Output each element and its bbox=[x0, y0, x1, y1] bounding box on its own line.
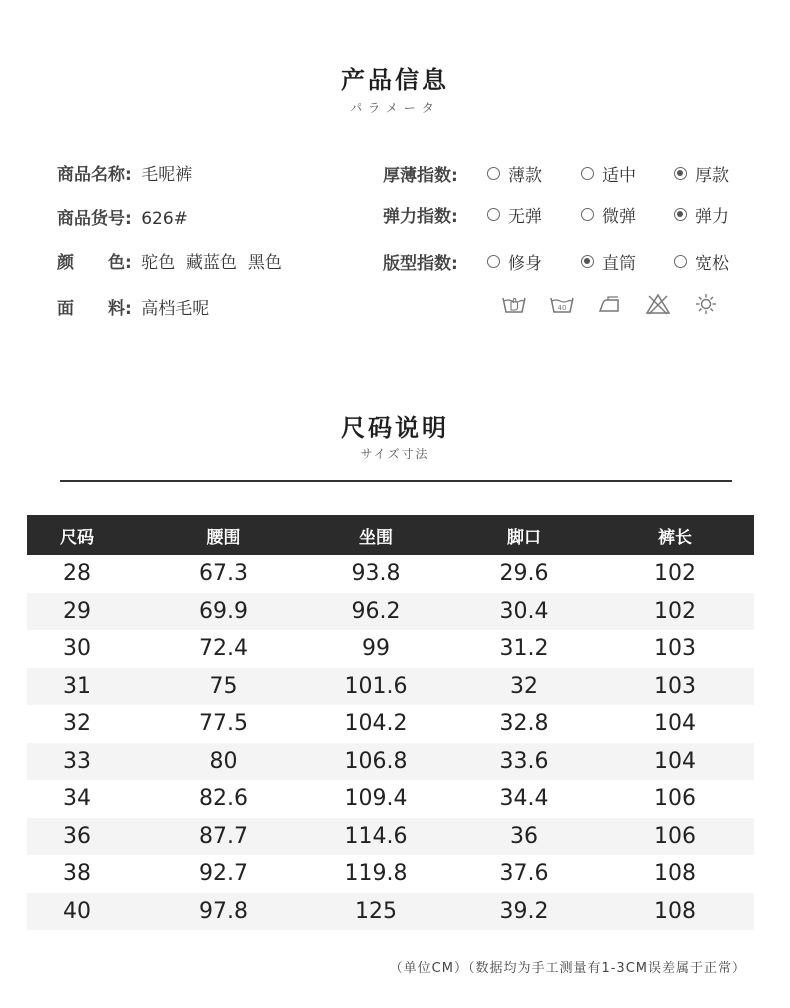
elasticity-option-stretch: 弹力 bbox=[674, 202, 729, 227]
table-cell: 125 bbox=[300, 893, 452, 931]
svg-text:40: 40 bbox=[557, 304, 567, 312]
size-table bbox=[27, 515, 754, 930]
iron-icon bbox=[596, 292, 624, 316]
table-cell: 103 bbox=[596, 668, 754, 706]
table-row bbox=[27, 705, 754, 743]
table-cell: 31.2 bbox=[499, 636, 549, 662]
radio-icon bbox=[674, 167, 687, 180]
table-cell: 106 bbox=[654, 786, 696, 812]
table-cell: 39.2 bbox=[452, 893, 596, 931]
table-cell: 34 bbox=[63, 786, 91, 812]
fit-index bbox=[383, 249, 729, 274]
radio-icon bbox=[487, 167, 500, 180]
table-row bbox=[27, 743, 754, 781]
table-row bbox=[27, 893, 754, 931]
table-cell: 104.2 bbox=[344, 711, 408, 737]
table-cell: 75 bbox=[147, 668, 300, 706]
table-cell: 37.6 bbox=[499, 861, 549, 887]
radio-icon bbox=[581, 167, 594, 180]
table-cell: 29.6 bbox=[499, 561, 549, 587]
header-leg-opening: 脚口 bbox=[452, 515, 596, 555]
table-cell: 102 bbox=[654, 561, 696, 587]
radio-icon bbox=[487, 255, 500, 268]
radio-icon bbox=[674, 255, 687, 268]
divider bbox=[60, 480, 732, 482]
table-cell: 99 bbox=[362, 636, 390, 662]
hand-wash-icon bbox=[500, 292, 528, 316]
dry-icon bbox=[692, 292, 720, 316]
thickness-index bbox=[383, 161, 729, 186]
table-row bbox=[27, 593, 754, 631]
table-cell: 103 bbox=[654, 636, 696, 662]
field-fabric-value: 高档毛呢 bbox=[141, 299, 210, 319]
table-cell: 104 bbox=[596, 743, 754, 781]
field-fabric bbox=[57, 294, 209, 319]
fit-index-label: 版型指数: bbox=[383, 254, 458, 274]
table-header-row bbox=[27, 515, 754, 555]
header-hip: 坐围 bbox=[300, 515, 452, 555]
table-cell: 101.6 bbox=[300, 668, 452, 706]
care-icons bbox=[500, 292, 720, 316]
table-cell: 69.9 bbox=[147, 593, 300, 631]
table-cell: 34.4 bbox=[499, 786, 549, 812]
field-color-value: 驼色 藏蓝色 黑色 bbox=[141, 253, 282, 273]
field-name-label: 商品名称: bbox=[57, 165, 132, 185]
field-sku bbox=[57, 204, 188, 229]
size-info-subtitle: サイズ寸法 bbox=[360, 447, 430, 461]
field-name-value: 毛呢裤 bbox=[141, 165, 193, 185]
radio-icon bbox=[581, 208, 594, 221]
table-cell: 106 bbox=[596, 818, 754, 856]
header-length: 裤长 bbox=[596, 515, 754, 555]
table-cell: 109.4 bbox=[344, 786, 408, 812]
table-cell: 93.8 bbox=[351, 561, 401, 587]
table-row bbox=[27, 555, 754, 593]
thickness-option-thin: 薄款 bbox=[487, 161, 542, 186]
radio-icon bbox=[581, 255, 594, 268]
table-cell: 30.4 bbox=[452, 593, 596, 631]
field-sku-value: 626# bbox=[141, 209, 188, 229]
table-cell: 108 bbox=[596, 893, 754, 931]
table-cell: 32 bbox=[452, 668, 596, 706]
table-cell: 104 bbox=[654, 711, 696, 737]
table-cell: 96.2 bbox=[300, 593, 452, 631]
table-cell: 67.3 bbox=[199, 561, 248, 587]
elasticity-index bbox=[383, 202, 729, 227]
radio-icon bbox=[674, 208, 687, 221]
elasticity-index-label: 弹力指数: bbox=[383, 207, 458, 227]
table-cell: 36 bbox=[27, 818, 147, 856]
field-color bbox=[57, 248, 282, 273]
table-row bbox=[27, 818, 754, 856]
thickness-option-medium: 适中 bbox=[581, 161, 636, 186]
table-cell: 97.8 bbox=[147, 893, 300, 931]
table-cell: 92.7 bbox=[199, 861, 248, 887]
table-cell: 87.7 bbox=[147, 818, 300, 856]
thickness-option-thick: 厚款 bbox=[674, 161, 729, 186]
product-info-title: 产品信息 bbox=[341, 66, 449, 94]
size-table-body bbox=[27, 555, 754, 930]
field-name bbox=[57, 160, 192, 185]
no-bleach-icon bbox=[644, 292, 672, 316]
table-cell: 32 bbox=[63, 711, 91, 737]
table-cell: 40 bbox=[27, 893, 147, 931]
elasticity-option-none: 无弹 bbox=[487, 202, 542, 227]
table-cell: 82.6 bbox=[199, 786, 248, 812]
table-cell: 72.4 bbox=[199, 636, 248, 662]
table-cell: 33.6 bbox=[452, 743, 596, 781]
product-info-subtitle: パラメータ bbox=[350, 101, 440, 115]
footnote: （单位CM）（数据均为手工测量有1-3CM误差属于正常） bbox=[389, 961, 746, 976]
field-sku-label: 商品货号: bbox=[57, 209, 132, 229]
table-cell: 106.8 bbox=[300, 743, 452, 781]
table-row bbox=[27, 630, 754, 668]
table-cell: 32.8 bbox=[499, 711, 549, 737]
product-info-heading bbox=[0, 60, 790, 116]
table-cell: 38 bbox=[63, 861, 91, 887]
table-cell: 36 bbox=[452, 818, 596, 856]
fit-option-slim: 修身 bbox=[487, 249, 542, 274]
fit-option-loose: 宽松 bbox=[674, 249, 729, 274]
thickness-index-label: 厚薄指数: bbox=[383, 166, 458, 186]
table-cell: 77.5 bbox=[199, 711, 248, 737]
table-cell: 80 bbox=[147, 743, 300, 781]
table-row bbox=[27, 780, 754, 818]
table-row bbox=[27, 855, 754, 893]
wash-40-icon bbox=[548, 292, 576, 316]
table-cell: 30 bbox=[63, 636, 91, 662]
elasticity-option-slight: 微弹 bbox=[581, 202, 636, 227]
table-cell: 33 bbox=[27, 743, 147, 781]
table-cell: 102 bbox=[596, 593, 754, 631]
size-info-heading bbox=[0, 408, 790, 462]
fit-option-straight: 直筒 bbox=[581, 249, 636, 274]
field-fabric-label: 面 料: bbox=[57, 299, 132, 319]
table-cell: 108 bbox=[654, 861, 696, 887]
table-row bbox=[27, 668, 754, 706]
field-color-label: 颜 色: bbox=[57, 253, 132, 273]
table-cell: 28 bbox=[63, 561, 91, 587]
table-cell: 119.8 bbox=[344, 861, 408, 887]
table-cell: 114.6 bbox=[300, 818, 452, 856]
radio-icon bbox=[487, 208, 500, 221]
table-cell: 31 bbox=[27, 668, 147, 706]
table-cell: 29 bbox=[27, 593, 147, 631]
header-waist: 腰围 bbox=[147, 515, 300, 555]
header-size: 尺码 bbox=[27, 515, 147, 555]
size-info-title: 尺码说明 bbox=[341, 414, 449, 442]
